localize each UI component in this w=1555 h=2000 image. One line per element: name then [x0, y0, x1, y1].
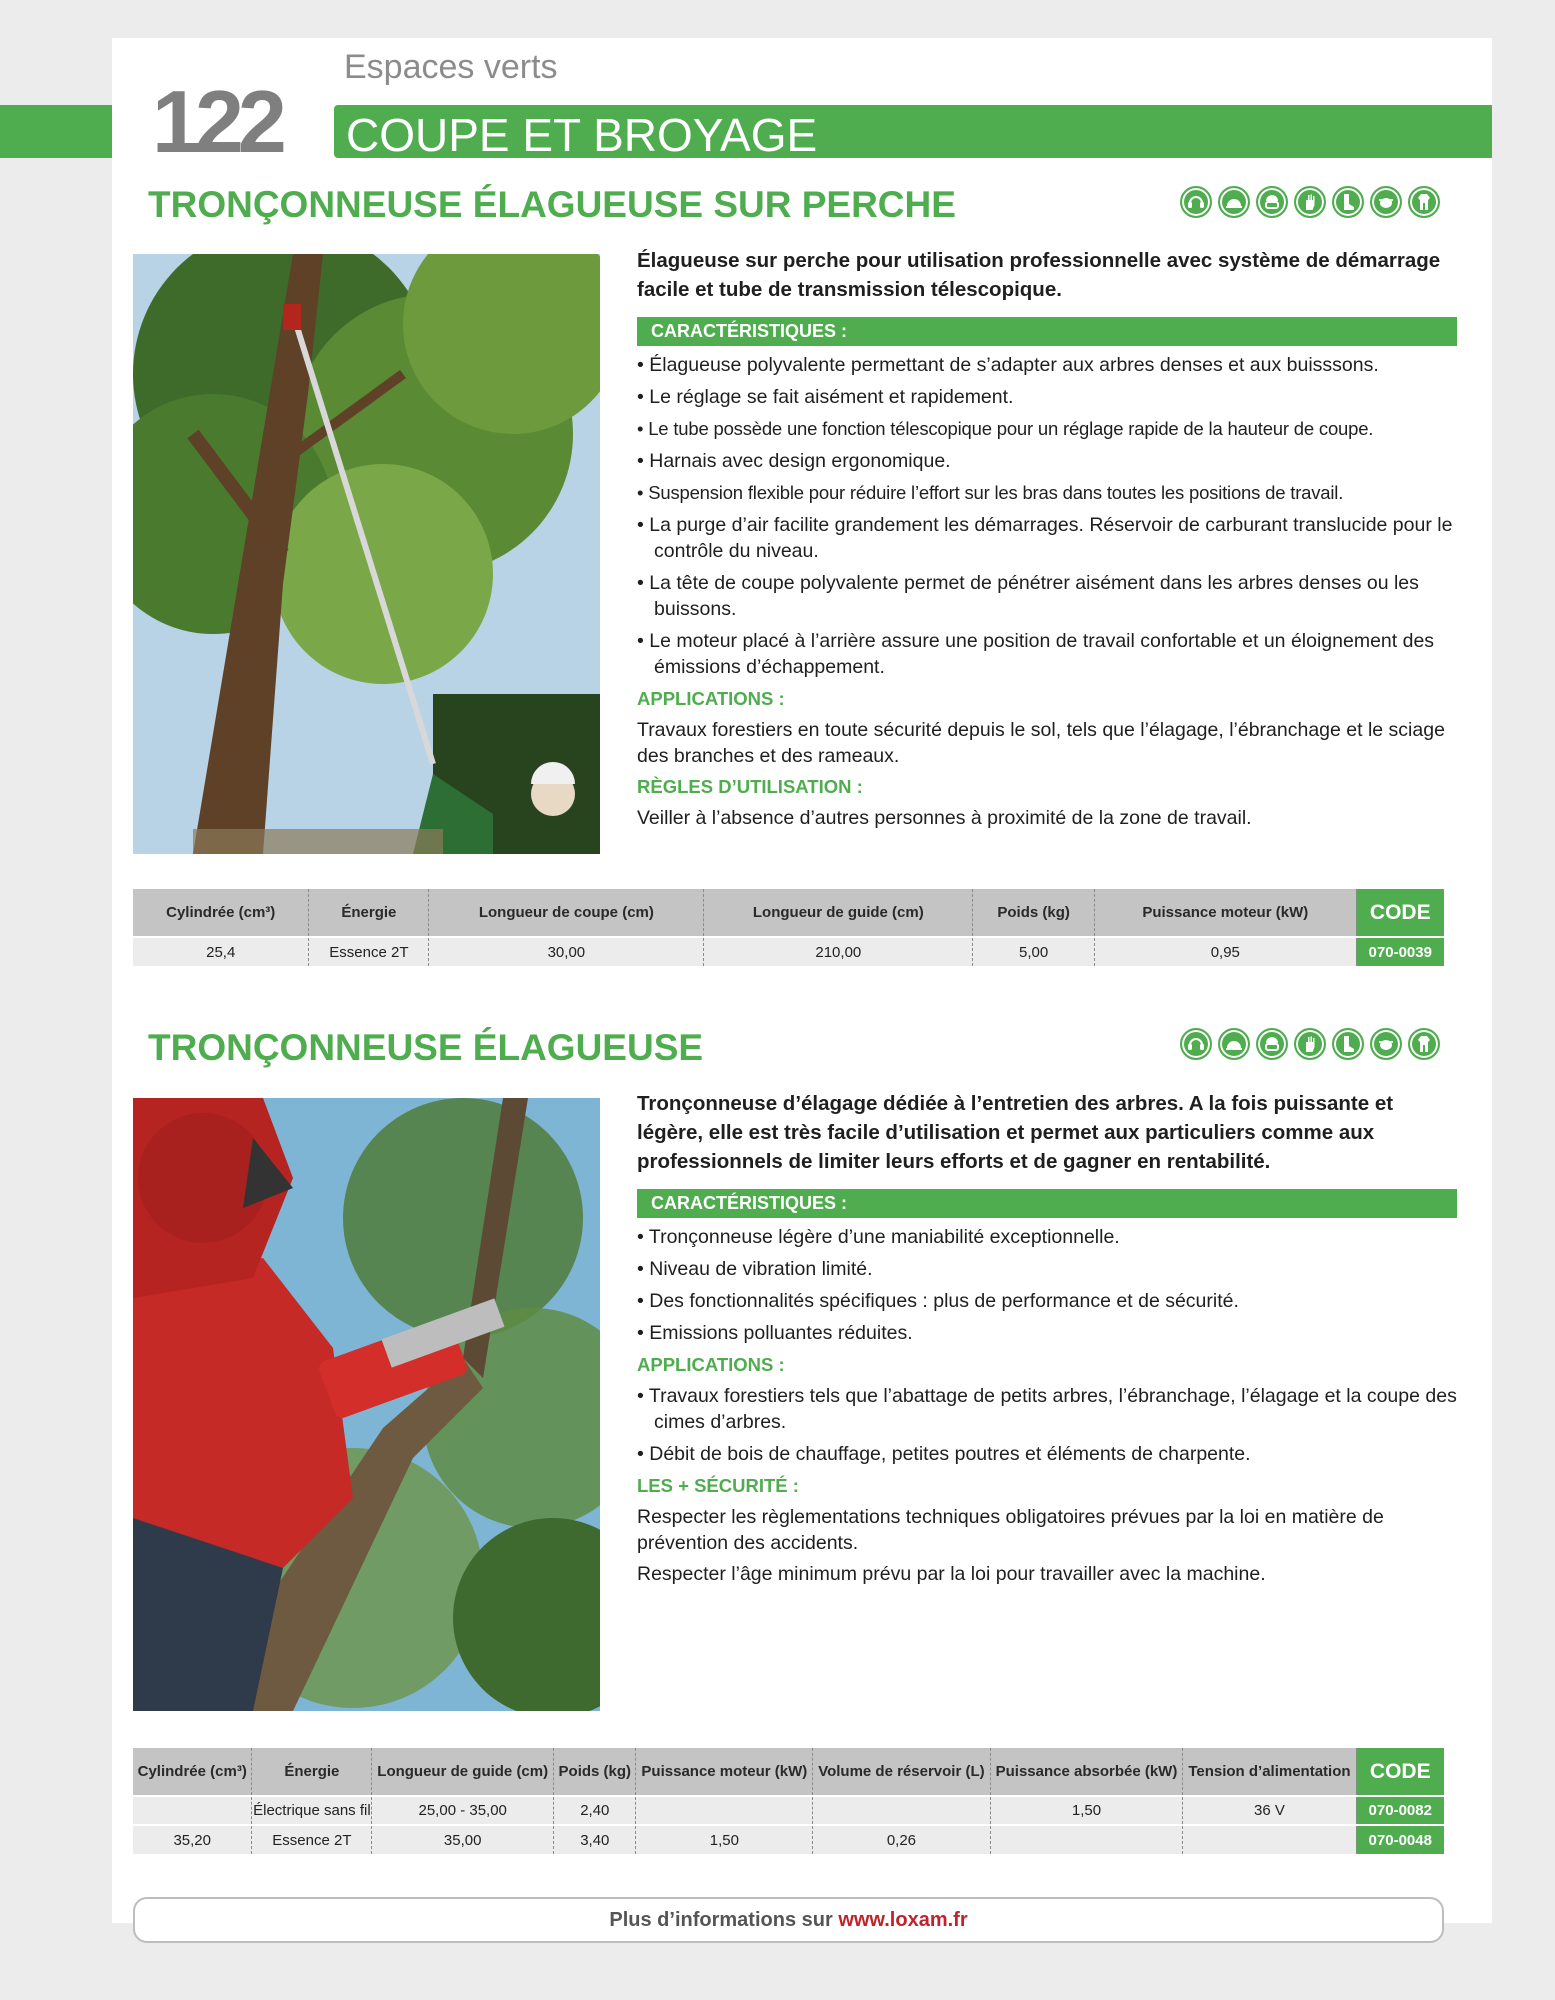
boots-icon	[1332, 186, 1364, 218]
product-1-intro: Élagueuse sur perche pour utilisation professionnelle avec système de démarrage facile et tube de transmission télescopique.	[637, 249, 1441, 301]
product-code: 070-0039	[1356, 937, 1444, 966]
table-cell: 210,00	[704, 937, 973, 966]
list-item: • Suspension flexible pour réduire l’effort sur les bras dans toutes les positions de travail.	[637, 482, 1344, 503]
table-row	[133, 1796, 1444, 1825]
product-code: 070-0048	[1356, 1825, 1444, 1854]
table-cell: 1,50	[636, 1825, 813, 1854]
table-cell	[813, 1796, 990, 1825]
column-header: Poids (kg)	[973, 889, 1095, 937]
footer-website-link[interactable]: www.loxam.fr	[838, 1909, 968, 1931]
product-2-features-label: CARACTÉRISTIQUES :	[637, 1189, 1457, 1218]
product-2-description	[637, 1089, 1457, 1592]
table-cell: 35,20	[133, 1825, 252, 1854]
table-cell: Essence 2T	[252, 1825, 372, 1854]
product-1-applications: Travaux forestiers en toute sécurité depuis le sol, tels que l’élagage, l’ébranchage et le sciage des branches et des rameaux.	[637, 719, 1445, 767]
column-header: Cylindrée (cm³)	[133, 1748, 252, 1796]
list-item: • Le réglage se fait aisément et rapidement.	[637, 386, 1014, 408]
page-number: 122	[152, 72, 281, 171]
product-1-rules: Veiller à l’absence d’autres personnes à proximité de la zone de travail.	[637, 807, 1252, 829]
column-header: Longueur de coupe (cm)	[429, 889, 704, 937]
table-cell	[636, 1796, 813, 1825]
list-item: • Élagueuse polyvalente permettant de s’adapter aux arbres denses et aux buisssons.	[637, 354, 1379, 376]
column-header: Cylindrée (cm³)	[133, 889, 309, 937]
table-cell: 30,00	[429, 937, 704, 966]
list-item: • Le moteur placé à l’arrière assure une position de travail confortable et un éloignement des émissions d’échappement.	[637, 630, 1435, 678]
table-cell: 0,26	[813, 1825, 990, 1854]
table-cell: 35,00	[372, 1825, 554, 1854]
product-1-description	[637, 246, 1457, 836]
column-header: Énergie	[252, 1748, 372, 1796]
table-cell	[990, 1825, 1183, 1854]
column-header: Volume de réservoir (L)	[813, 1748, 990, 1796]
left-accent-band	[0, 105, 112, 158]
column-header: Énergie	[309, 889, 429, 937]
list-item: • Travaux forestiers tels que l’abattage de petits arbres, l’ébranchage, l’élagage et la coupe des cimes d’arbres.	[637, 1385, 1457, 1433]
product-1-rules-label: RÈGLES D’UTILISATION :	[637, 776, 863, 797]
mask-icon	[1370, 1028, 1402, 1060]
product-2-applications	[637, 1383, 1457, 1467]
code-column-header: CODE	[1356, 889, 1444, 937]
table-cell: 0,95	[1095, 937, 1356, 966]
column-header: Tension d’alimentation	[1183, 1748, 1356, 1796]
product-2-spec-table	[133, 1748, 1444, 1854]
table-row	[133, 937, 1444, 966]
list-item: • Le tube possède une fonction télescopique pour un réglage rapide de la hauteur de coupe.	[637, 418, 1374, 439]
table-cell: 36 V	[1183, 1796, 1356, 1825]
gloves-icon	[1294, 186, 1326, 218]
product-2-applications-label: APPLICATIONS :	[637, 1354, 785, 1375]
helmet-icon	[1218, 186, 1250, 218]
product-2-safety-icons	[1180, 1028, 1440, 1060]
table-row	[133, 1825, 1444, 1854]
table-cell: 3,40	[554, 1825, 636, 1854]
boots-icon	[1332, 1028, 1364, 1060]
product-1-features	[637, 352, 1457, 680]
product-2-safety-text: Respecter les règlementations techniques obligatoires prévues par la loi en matière de prévention des accidents.	[637, 1506, 1384, 1554]
column-header: Poids (kg)	[554, 1748, 636, 1796]
product-1-safety-icons	[1180, 186, 1440, 218]
table-cell: Essence 2T	[309, 937, 429, 966]
protective-clothing-icon	[1408, 186, 1440, 218]
list-item: • La tête de coupe polyvalente permet de pénétrer aisément dans les arbres denses ou les buissons.	[637, 572, 1419, 620]
list-item: • Niveau de vibration limité.	[637, 1258, 873, 1280]
table-cell: 25,00 - 35,00	[372, 1796, 554, 1825]
face-visor-icon	[1256, 186, 1288, 218]
table-cell: 25,4	[133, 937, 309, 966]
section-title: COUPE ET BROYAGE	[346, 109, 818, 161]
product-code: 070-0082	[1356, 1796, 1444, 1825]
column-header: Puissance moteur (kW)	[636, 1748, 813, 1796]
product-2-title: TRONÇONNEUSE ÉLAGUEUSE	[148, 1027, 704, 1068]
footer-info-box	[133, 1897, 1444, 1943]
category-label: Espaces verts	[344, 48, 558, 86]
code-column-header: CODE	[1356, 1748, 1444, 1796]
list-item: • Des fonctionnalités spécifiques : plus de performance et de sécurité.	[637, 1290, 1239, 1312]
product-1-photo	[133, 254, 600, 854]
hearing-protection-icon	[1180, 1028, 1212, 1060]
product-2-photo	[133, 1098, 600, 1711]
mask-icon	[1370, 186, 1402, 218]
product-1-applications-label: APPLICATIONS :	[637, 688, 785, 709]
product-2-safety-label: LES + SÉCURITÉ :	[637, 1475, 799, 1496]
face-visor-icon	[1256, 1028, 1288, 1060]
catalog-page	[112, 38, 1492, 1923]
product-2-safety-text: Respecter l’âge minimum prévu par la loi pour travailler avec la machine.	[637, 1563, 1266, 1585]
product-1-title: TRONÇONNEUSE ÉLAGUEUSE SUR PERCHE	[148, 184, 956, 225]
protective-clothing-icon	[1408, 1028, 1440, 1060]
column-header: Puissance absorbée (kW)	[990, 1748, 1183, 1796]
helmet-icon	[1218, 1028, 1250, 1060]
column-header: Puissance moteur (kW)	[1095, 889, 1356, 937]
list-item: • Tronçonneuse légère d’une maniabilité exceptionnelle.	[637, 1226, 1120, 1248]
table-cell	[1183, 1825, 1356, 1854]
section-banner	[334, 105, 1492, 161]
table-cell: 1,50	[990, 1796, 1183, 1825]
gloves-icon	[1294, 1028, 1326, 1060]
list-item: • Harnais avec design ergonomique.	[637, 450, 951, 472]
list-item: • Débit de bois de chauffage, petites poutres et éléments de charpente.	[637, 1443, 1251, 1465]
list-item: • La purge d’air facilite grandement les démarrages. Réservoir de carburant translucide pour le contrôle du niveau.	[637, 514, 1453, 562]
table-header-row	[133, 889, 1444, 937]
list-item: • Emissions polluantes réduites.	[637, 1322, 913, 1344]
table-header-row	[133, 1748, 1444, 1796]
table-cell: 5,00	[973, 937, 1095, 966]
column-header: Longueur de guide (cm)	[372, 1748, 554, 1796]
product-2-features	[637, 1224, 1457, 1346]
footer-text: Plus d’informations sur	[609, 1909, 839, 1931]
product-1-spec-table	[133, 889, 1444, 966]
table-cell	[133, 1796, 252, 1825]
hearing-protection-icon	[1180, 186, 1212, 218]
product-2-intro: Tronçonneuse d’élagage dédiée à l’entretien des arbres. A la fois puissante et légère, elle est très facile d’utilisation et permet aux particuliers comme aux professionnels de limiter leurs efforts et de gagner en rentabilité.	[637, 1092, 1394, 1173]
table-cell: 2,40	[554, 1796, 636, 1825]
table-cell: Électrique sans fil	[252, 1796, 372, 1825]
column-header: Longueur de guide (cm)	[704, 889, 973, 937]
product-1-features-label: CARACTÉRISTIQUES :	[637, 317, 1457, 346]
